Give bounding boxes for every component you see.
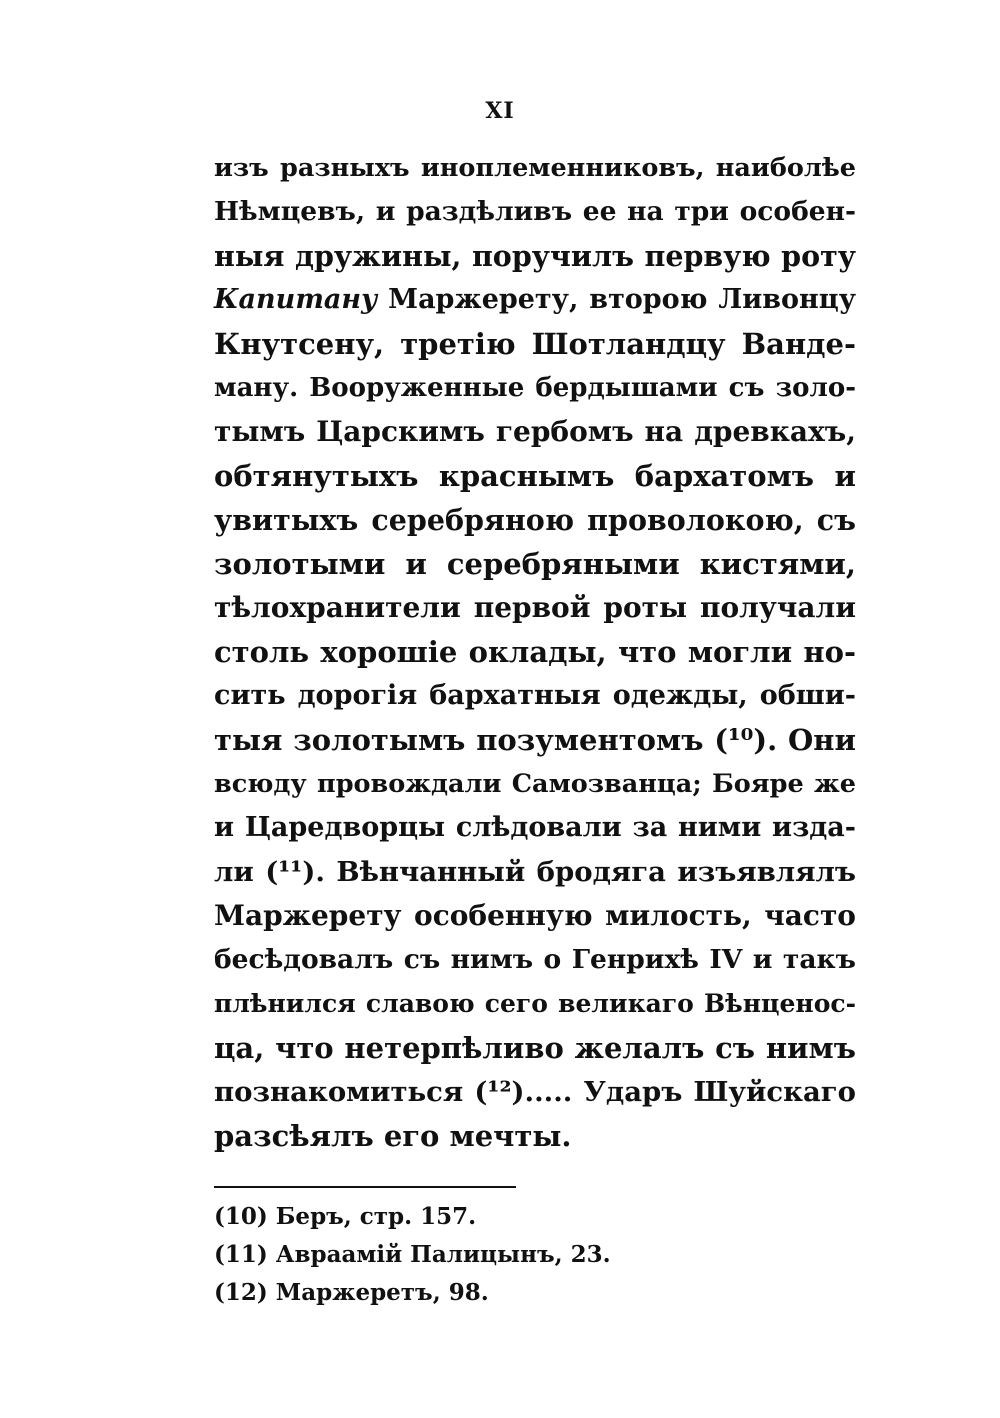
italic-word: Капитану [214,284,378,315]
text-line: обтянутыхъ краснымъ бархатомъ и [214,459,856,493]
text-line: золотыми и серебряными кистями, [214,547,856,581]
text-fragment: Маржерету, второю Ливонцу [377,284,856,315]
text-line: ныя дружины, поручилъ первую роту [214,239,856,273]
footnote: (12) Маржеретъ, 98. [214,1279,489,1306]
text-line: и Царедворцы слѣдовали за ними изда- [214,812,856,843]
text-line: увитыхъ серебряною проволокою, съ [214,503,856,537]
text-line: изъ разныхъ иноплеменниковъ, наиболѣе [214,153,856,183]
text-line: тѣлохранители первой роты получали [214,591,856,624]
text-line [214,278,856,322]
text-line: познакомиться (¹²)..... Ударъ Шуйскаго [214,1076,856,1108]
footnotes [214,1198,714,1312]
text-line: Нѣмцевъ, и раздѣливъ ее на три особен- [214,196,856,227]
text-line: всюду провождали Самозванца; Бояре же [214,769,856,799]
main-text [214,146,856,1158]
text-line: тыя золотымъ позументомъ (¹⁰). Они [214,723,856,757]
text-line: ца, что нетерпѣливо желалъ съ нимъ [214,1031,856,1065]
footnote-divider [214,1186,516,1188]
text-line: Маржерету особенную милость, часто [214,899,856,932]
text-line: бесѣдовалъ съ нимъ о Генрихѣ IV и такъ [214,944,856,975]
page-number: XI [485,98,515,124]
text-line: Кнутсену, третію Шотландцу Ванде- [214,327,856,361]
text-line: разсѣялъ его мечты. [214,1119,572,1153]
text-line: сить дорогія бархатныя одежды, обши- [214,680,856,711]
text-line: ли (¹¹). Вѣнчанный бродяга изъявлялъ [214,856,856,888]
footnote: (10) Беръ, стр. 157. [214,1203,477,1230]
text-line: столь хорошіе оклады, что могли но- [214,635,856,669]
text-line: ману. Вооруженные бердышами съ золо- [214,373,856,403]
footnote: (11) Авраамій Палицынъ, 23. [214,1241,611,1268]
text-line: плѣнился славою сего великаго Вѣнценос- [214,989,856,1018]
text-line: тымъ Царскимъ гербомъ на древкахъ, [214,415,856,448]
